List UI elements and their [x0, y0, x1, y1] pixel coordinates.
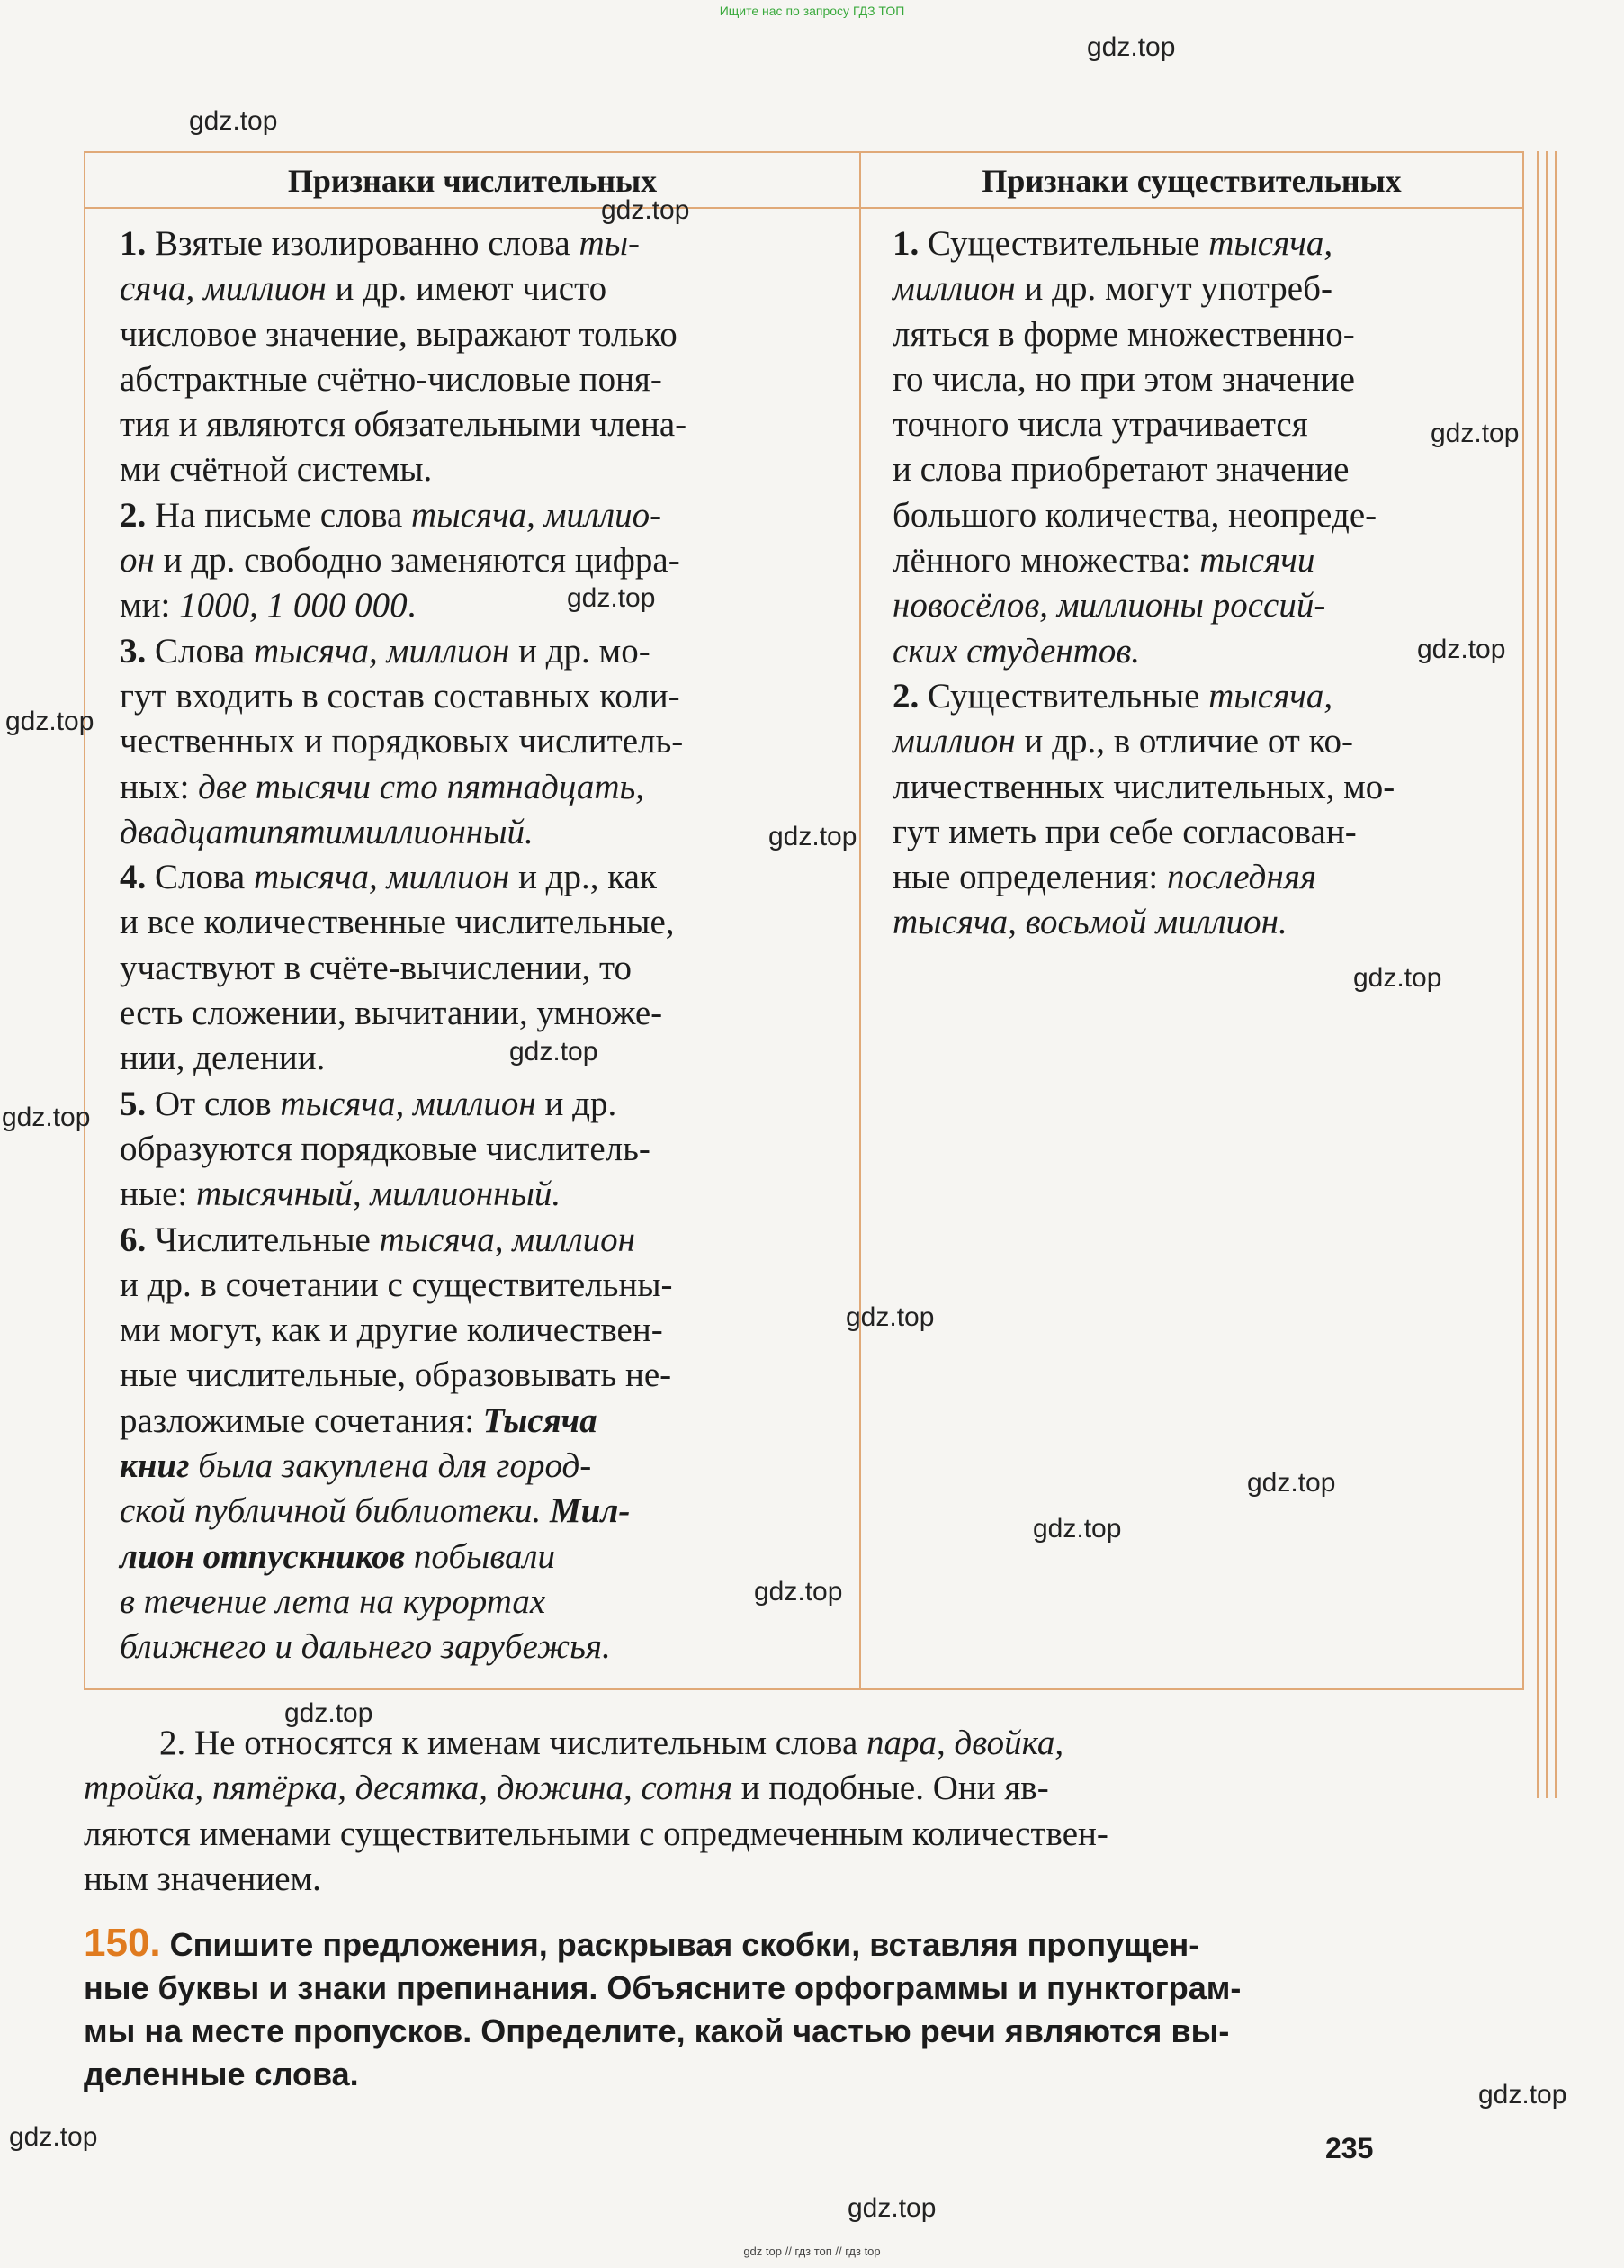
item-line	[120, 900, 850, 945]
text-run: ми:	[120, 586, 180, 626]
watermark: gdz.top	[1417, 634, 1506, 664]
text-run: ми могут, как и другие количествен-	[120, 1310, 663, 1350]
text-run: образуются порядковые числитель-	[120, 1129, 650, 1168]
text-run: лённого множества:	[893, 541, 1200, 580]
text-run: ные числительные, образовывать не-	[120, 1355, 672, 1395]
text-run: новосёлов, миллионы россий-	[893, 586, 1326, 626]
bottom-site-note: gdz top // гдз топ // гдз top	[743, 2245, 881, 2258]
item-line	[120, 357, 850, 402]
watermark: gdz.top	[1353, 963, 1442, 993]
column-divider	[859, 153, 861, 1688]
item-line	[893, 266, 1513, 311]
text-run: и др., как	[509, 858, 657, 897]
item-line	[893, 900, 1513, 945]
watermark: gdz.top	[1431, 418, 1520, 448]
item-line	[893, 447, 1513, 492]
watermark: gdz.top	[1247, 1468, 1336, 1498]
text-run: ные определения:	[893, 858, 1167, 897]
watermark: gdz.top	[2, 1102, 91, 1132]
watermark: gdz.top	[509, 1037, 598, 1066]
watermark: gdz.top	[567, 583, 656, 613]
item-line	[120, 629, 850, 674]
text-run: числовое значение, выражают только	[120, 314, 677, 354]
text-run: и все количественные числительные,	[120, 903, 675, 942]
text-run: ные:	[120, 1174, 196, 1214]
text-run: Слова	[155, 858, 254, 897]
item-line	[120, 493, 850, 538]
item-line	[893, 402, 1513, 447]
item-line	[120, 1624, 850, 1670]
watermark: gdz.top	[1087, 32, 1176, 62]
text-run: он	[120, 541, 155, 580]
comparison-table	[84, 151, 1524, 1690]
text-run: тысяча, миллион	[379, 1220, 635, 1259]
item-number: 2.	[120, 495, 155, 535]
text-run: участвуют в счёте-вычислении, то	[120, 948, 633, 987]
item-line	[120, 1444, 850, 1489]
text-run: лион отпускников	[120, 1536, 406, 1576]
item-line	[893, 312, 1513, 357]
text-run: 1000, 1 000 000	[179, 586, 408, 626]
text-run: тия и являются обязательными члена-	[120, 405, 687, 445]
item-line	[120, 266, 850, 311]
text-run: и др. свободно заменяются цифра-	[154, 541, 680, 580]
item-line	[893, 493, 1513, 538]
paragraph-line	[84, 1721, 1390, 1766]
text-run: тройка, пятёрка, десятка, дюжина, сотня	[84, 1768, 733, 1808]
margin-rule-3	[1555, 151, 1557, 1798]
text-run: Тысяча	[482, 1400, 597, 1440]
item-line	[120, 1534, 850, 1580]
watermark: gdz.top	[846, 1302, 935, 1332]
item-line	[120, 719, 850, 764]
item-line	[120, 583, 850, 628]
text-run: миллион	[893, 269, 1016, 309]
text-run: тысяча, миллион	[280, 1084, 536, 1123]
text-run: ляться в форме множественно-	[893, 314, 1355, 354]
margin-rule-2	[1546, 151, 1548, 1798]
right-column-header: Признаки существительных	[982, 163, 1402, 199]
item-line	[120, 946, 850, 991]
text-run: тысячи	[1199, 541, 1315, 580]
text-run: тысяча, миллион	[253, 858, 510, 897]
item-line	[120, 447, 850, 492]
item-number: 4.	[120, 858, 155, 897]
item-number: 2.	[893, 676, 928, 716]
text-run: ближнего и дальнего зарубежья.	[120, 1627, 611, 1667]
item-line	[120, 538, 850, 583]
watermark: gdz.top	[5, 706, 94, 736]
item-line	[120, 1489, 850, 1534]
item-line	[120, 765, 850, 810]
text-run: 2. Не относятся к именам числительным слова	[159, 1724, 866, 1762]
text-run: и др.	[535, 1084, 617, 1123]
text-run: чественных и порядковых числитель-	[120, 722, 684, 761]
item-number: 6.	[120, 1220, 155, 1259]
text-run: личественных числительных, мо-	[893, 767, 1395, 806]
text-run: была закуплена для город-	[189, 1446, 592, 1486]
text-run: Существительные	[928, 224, 1209, 263]
watermark: gdz.top	[284, 1698, 373, 1728]
text-run: сяча, миллион	[120, 269, 327, 309]
text-run: Существительные	[928, 676, 1209, 716]
noun-signs-cell	[893, 221, 1513, 946]
left-column-header: Признаки числительных	[287, 163, 658, 199]
item-line	[120, 1308, 850, 1353]
exercise-number: 150.	[84, 1921, 161, 1965]
item-line	[120, 1353, 850, 1398]
text-run: .	[407, 586, 417, 626]
top-search-note: Ищите нас по запросу ГДЗ ТОП	[719, 4, 905, 18]
item-line	[893, 765, 1513, 810]
paragraph-line	[84, 1766, 1390, 1811]
item-line	[120, 1263, 850, 1308]
item-number: 1.	[120, 224, 155, 263]
exercise-line-4: деленные слова.	[84, 2056, 359, 2092]
exercise-line-3: мы на месте пропусков. Определите, какой частью речи являются вы-	[84, 2012, 1230, 2049]
page-number: 235	[1325, 2132, 1374, 2164]
item-line	[120, 810, 850, 855]
watermark: gdz.top	[9, 2122, 98, 2152]
item-line	[120, 1172, 850, 1217]
text-run: миллион	[893, 722, 1016, 761]
item-line	[120, 1580, 850, 1624]
item-line	[120, 402, 850, 447]
paragraph-line	[84, 1812, 1390, 1857]
item-line	[893, 538, 1513, 583]
item-line	[893, 357, 1513, 402]
numeral-signs-cell	[120, 221, 850, 1670]
text-run: последняя	[1167, 858, 1316, 897]
text-run: Слова	[155, 631, 254, 670]
text-run: две тысячи сто пятнадцать,	[198, 767, 644, 806]
watermark: gdz.top	[1478, 2080, 1567, 2110]
item-line	[120, 1218, 850, 1263]
watermark: gdz.top	[754, 1577, 843, 1606]
item-line	[120, 1127, 850, 1172]
exercise-line-1: Спишите предложения, раскрывая скобки, вставляя пропущен-	[169, 1926, 1200, 1963]
text-run: ных:	[120, 767, 199, 806]
watermark: gdz.top	[768, 822, 857, 851]
item-line	[120, 312, 850, 357]
exercise-150	[84, 1922, 1390, 2096]
text-run: Взятые изолированно слова	[155, 224, 579, 263]
item-line	[120, 855, 850, 900]
watermark: gdz.top	[601, 195, 690, 225]
text-run: гут входить в состав составных коли-	[120, 676, 680, 716]
text-run: ской публичной библиотеки.	[120, 1491, 550, 1531]
paragraph-line	[84, 1857, 1390, 1902]
text-run: ным значением.	[84, 1858, 321, 1898]
text-run: На письме слова	[155, 495, 412, 535]
text-run: ты-	[579, 224, 641, 263]
item-line	[893, 583, 1513, 628]
text-run: тысяча, миллион	[253, 631, 510, 670]
text-run: и подобные. Они яв-	[732, 1768, 1049, 1808]
text-run: тысяча,	[1208, 224, 1333, 263]
text-run: и др., в отличие от ко-	[1015, 722, 1354, 761]
text-run: и др. мо-	[509, 631, 650, 670]
text-run: нии, делении.	[120, 1039, 326, 1078]
text-run: тысяча, миллио-	[411, 495, 662, 535]
item-number: 1.	[893, 224, 928, 263]
text-run: абстрактные счётно-числовые поня-	[120, 359, 662, 399]
item-line	[893, 674, 1513, 719]
item-line	[893, 221, 1513, 266]
text-run: точного числа утрачивается	[893, 405, 1308, 445]
text-run: побывали	[405, 1536, 556, 1576]
text-run: и слова приобретают значение	[893, 450, 1350, 490]
item-number: 5.	[120, 1084, 155, 1123]
text-run: ми счётной системы.	[120, 450, 433, 490]
watermark: gdz.top	[189, 106, 278, 136]
paragraph-2	[84, 1721, 1390, 1902]
item-line	[120, 991, 850, 1036]
item-line	[120, 1082, 850, 1127]
text-run: Числительные	[155, 1220, 380, 1259]
text-run: и др. в сочетании с существительны-	[120, 1264, 673, 1304]
text-run: и др. имеют чисто	[326, 269, 607, 309]
text-run: двадцатипятимиллионный.	[120, 812, 534, 851]
header-divider	[85, 207, 1522, 209]
text-run: большого количества, неопреде-	[893, 495, 1377, 535]
text-run: го числа, но при этом значение	[893, 359, 1355, 399]
item-line	[120, 1036, 850, 1081]
text-run: ляются именами существительными с опредмеченным количествен-	[84, 1814, 1108, 1853]
item-line	[120, 221, 850, 266]
text-run: ских студентов.	[893, 631, 1141, 670]
item-line	[120, 674, 850, 719]
item-line	[893, 810, 1513, 855]
exercise-line-2: ные буквы и знаки препинания. Объясните орфограммы и пунктограм-	[84, 1969, 1242, 2006]
watermark: gdz.top	[1033, 1514, 1122, 1544]
item-line	[893, 719, 1513, 764]
text-run: Мил-	[549, 1491, 631, 1531]
watermark: gdz.top	[848, 2193, 937, 2223]
text-run: От слов	[155, 1084, 281, 1123]
text-run: гут иметь при себе согласован-	[893, 812, 1357, 851]
text-run: книг	[120, 1446, 190, 1486]
text-run: тысяча,	[1208, 676, 1333, 716]
margin-rule-1	[1537, 151, 1539, 1798]
text-run: есть сложении, вычитании, умноже-	[120, 994, 663, 1033]
text-run: тысяча, восьмой миллион.	[893, 903, 1288, 942]
text-run: в течение лета на курортах	[120, 1581, 546, 1621]
item-line	[120, 1399, 850, 1444]
text-run: пара, двойка,	[866, 1724, 1064, 1762]
text-run: и др. могут употреб-	[1015, 269, 1332, 309]
item-line	[893, 855, 1513, 900]
text-run: тысячный, миллионный.	[195, 1174, 561, 1214]
text-run: разложимые сочетания:	[120, 1400, 483, 1440]
item-number: 3.	[120, 631, 155, 670]
